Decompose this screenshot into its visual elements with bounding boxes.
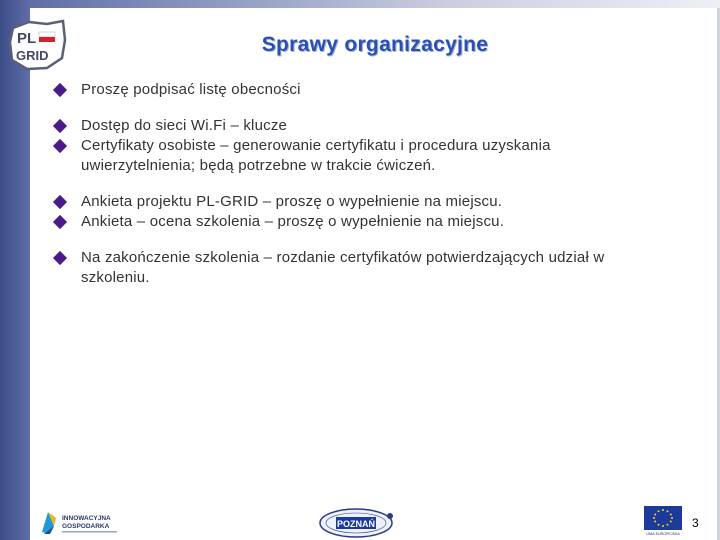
innowacyjna-gospodarka-logo [40,508,130,536]
bullet-text: Ankieta projektu PL-GRID – proszę o wypełnienie na miejscu. [81,193,503,210]
diamond-bullet-icon [53,139,67,153]
slide-frame-top [30,0,720,8]
bullet-text: Proszę podpisać listę obecności [81,81,301,98]
bullet-text: Ankieta – ocena szkolenia – proszę o wypełnienie na miejscu. [81,213,505,230]
slide-frame-left [0,0,30,540]
diamond-bullet-icon [53,83,67,97]
bullet-text: Na zakończenie szkolenia – rozdanie certyfikatów potwierdzających udział w szkoleniu. [81,249,605,286]
svg-text:INNOWACYJNA: INNOWACYJNA [62,515,111,522]
bullet-item [54,212,634,232]
bullet-text: Certyfikaty osobiste – generowanie certyfikatu i procedura uzyskania uwierzytelnienia; będą potrzebne w trakcie ćwiczeń. [81,137,551,174]
svg-text:UNIA EUROPEJSKA: UNIA EUROPEJSKA [646,532,680,536]
svg-text:GRID: GRID [16,48,49,63]
diamond-bullet-icon [53,195,67,209]
bullet-item [54,116,634,136]
bullet-item [54,248,634,288]
bullet-text: Dostęp do sieci Wi.Fi – klucze [81,117,288,134]
diamond-bullet-icon [53,251,67,265]
bullet-item [54,192,634,212]
svg-text:GOSPODARKA: GOSPODARKA [62,523,110,530]
bullet-item [54,136,634,176]
page-number: 3 [692,516,699,530]
eu-flag-logo [644,506,682,536]
svg-text:POZNAŃ: POZNAŃ [337,519,375,529]
svg-text:PL: PL [17,30,37,47]
slide-title: Sprawy organizacyjne [261,33,489,56]
bullet-list [54,80,634,288]
diamond-bullet-icon [53,215,67,229]
diamond-bullet-icon [53,119,67,133]
bullet-item [54,80,634,100]
poznan-logo [318,507,398,539]
